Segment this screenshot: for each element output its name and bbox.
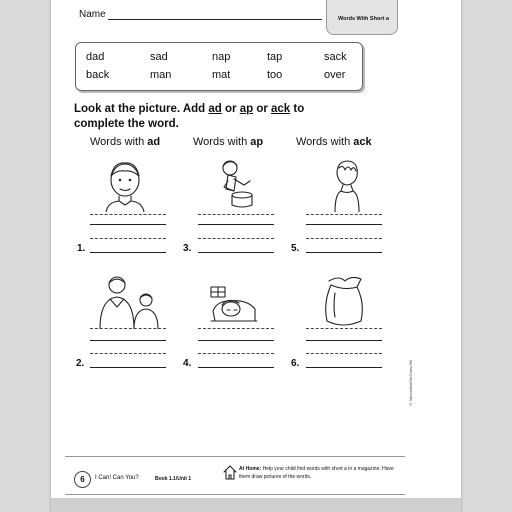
- answer-line: [90, 252, 166, 253]
- word-bank-word: tap: [267, 51, 283, 63]
- option-ap: ap: [239, 103, 254, 115]
- answer-line: [306, 340, 382, 341]
- word-bank-box: [75, 42, 363, 91]
- column-header-ad: Words with ad: [90, 136, 161, 148]
- name-line: [108, 19, 322, 20]
- boy-back-icon: [331, 158, 363, 212]
- item-number: 4.: [183, 358, 192, 369]
- girl-sleeping-icon: [209, 283, 259, 325]
- copyright: © Macmillan/McGraw-Hill: [408, 360, 413, 408]
- word-bank-word: too: [267, 69, 283, 81]
- footer-book: Book 1.1/Unit 1: [155, 476, 192, 482]
- word-bank-word: nap: [212, 51, 231, 63]
- word-bank-word: man: [150, 69, 172, 81]
- answer-line: [198, 340, 274, 341]
- item-number: 6.: [291, 358, 300, 369]
- house-icon: [223, 464, 237, 480]
- answer-line: [198, 252, 274, 253]
- answer-line: [306, 224, 382, 225]
- sack-icon: [321, 273, 367, 329]
- item-number: 1.: [77, 243, 86, 254]
- item-number: 3.: [183, 243, 192, 254]
- next-page-edge: [51, 498, 461, 512]
- at-home-note: At Home: Help your child find words with short a in a magazine. Have them draw pictures of the words.: [239, 466, 394, 480]
- footer-title: I Can! Can You?: [95, 475, 139, 481]
- answer-line: [306, 367, 382, 368]
- answer-line: [306, 252, 382, 253]
- worksheet-page: [51, 0, 461, 512]
- word-bank-word: back: [86, 69, 110, 81]
- tab-title: Words With Short a: [338, 16, 389, 22]
- column-header-ap: Words with ap: [193, 136, 264, 148]
- word-bank-word: over: [324, 69, 346, 81]
- boy-face-icon: [102, 158, 148, 212]
- word-bank-word: sad: [150, 51, 168, 63]
- item-number: 2.: [76, 358, 85, 369]
- word-bank-word: sack: [324, 51, 347, 63]
- option-ack: ack: [271, 103, 291, 115]
- option-ad: ad: [208, 103, 222, 115]
- answer-line: [90, 224, 166, 225]
- answer-line: [90, 367, 166, 368]
- boy-drum-icon: [214, 157, 258, 211]
- word-bank-word: dad: [86, 51, 105, 63]
- father-son-icon: [96, 273, 162, 329]
- answer-line: [198, 367, 274, 368]
- instructions: Look at the picture. Add ad or ap or ack to complete the word.: [74, 103, 305, 130]
- item-number: 5.: [291, 243, 300, 254]
- name-label: Name: [79, 9, 106, 20]
- answer-line: [198, 224, 274, 225]
- page-number: 6: [74, 471, 91, 488]
- word-bank-word: mat: [212, 69, 231, 81]
- column-header-ack: Words with ack: [296, 136, 372, 148]
- answer-line: [90, 340, 166, 341]
